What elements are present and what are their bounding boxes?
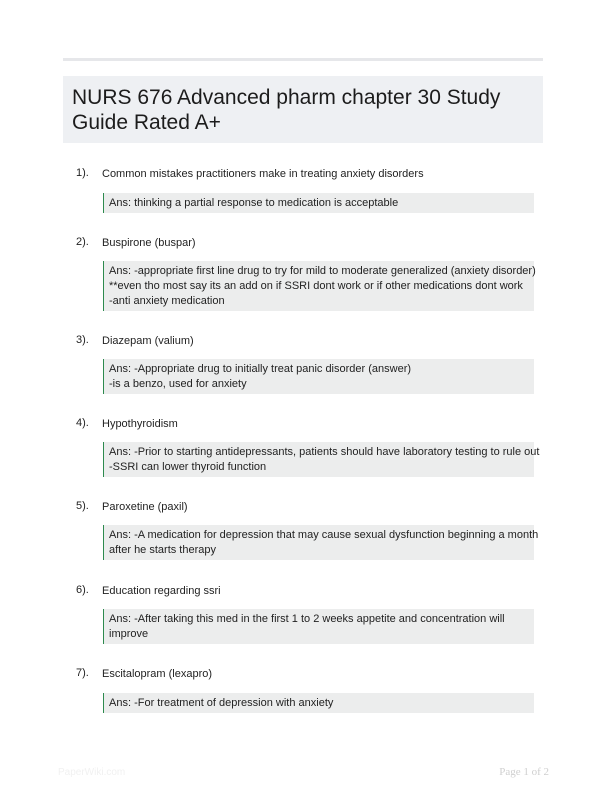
question-number: 7). — [76, 667, 89, 679]
question-number: 4). — [76, 417, 89, 429]
answer-line: Ans: thinking a partial response to medication is acceptable — [109, 197, 399, 209]
question-text: Buspirone (buspar) — [102, 237, 196, 249]
answer-line: Ans: -For treatment of depression with anxiety — [109, 697, 334, 709]
document-title — [72, 85, 534, 135]
question-text: Hypothyroidism — [102, 418, 178, 430]
question-number: 6). — [76, 584, 89, 596]
title-line-1: NURS 676 Advanced pharm chapter 30 Study — [72, 86, 501, 109]
question-number: 1). — [76, 167, 89, 179]
title-banner — [63, 76, 543, 143]
answer-line: -SSRI can lower thyroid function — [109, 461, 267, 473]
question-text: Common mistakes practitioners make in treating anxiety disorders — [102, 168, 424, 180]
page-indicator: Page 1 of 2 — [499, 766, 549, 778]
question-text: Paroxetine (paxil) — [102, 501, 188, 513]
answer-line: **even tho most say its an add on if SSRI dont work or if other medications dont work — [109, 280, 523, 292]
answer-box — [103, 359, 534, 394]
answer-box — [103, 525, 539, 560]
answer-line: Ans: -A medication for depression that may cause sexual dysfunction beginning a month — [109, 529, 539, 541]
question-number: 3). — [76, 334, 89, 346]
answer-line: -is a benzo, used for anxiety — [109, 378, 247, 390]
answer-line: -anti anxiety medication — [109, 295, 225, 307]
question-text: Education regarding ssri — [102, 585, 221, 597]
question-text: Diazepam (valium) — [102, 335, 194, 347]
answer-box — [103, 693, 534, 713]
answer-line: improve — [109, 628, 149, 640]
answer-line: Ans: -appropriate first line drug to try for mild to moderate generalized (anxiety disorder) — [109, 265, 536, 277]
question-text: Escitalopram (lexapro) — [102, 668, 213, 680]
answer-box — [103, 442, 540, 477]
answer-line: after he starts therapy — [109, 544, 216, 556]
answer-box — [103, 193, 534, 213]
answer-line: Ans: -Prior to starting antidepressants, patients should have laboratory testing to rule out — [109, 446, 540, 458]
question-number: 2). — [76, 236, 89, 248]
top-divider — [63, 58, 543, 61]
answer-box — [103, 609, 534, 644]
answer-line: Ans: -After taking this med in the first 1 to 2 weeks appetite and concentration will — [109, 613, 505, 625]
answer-box — [103, 261, 534, 311]
question-number: 5). — [76, 500, 89, 512]
answer-line: Ans: -Appropriate drug to initially treat panic disorder (answer) — [109, 363, 412, 375]
footer-watermark: PaperWiki.com — [58, 767, 126, 778]
title-line-2: Guide Rated A+ — [72, 111, 221, 134]
